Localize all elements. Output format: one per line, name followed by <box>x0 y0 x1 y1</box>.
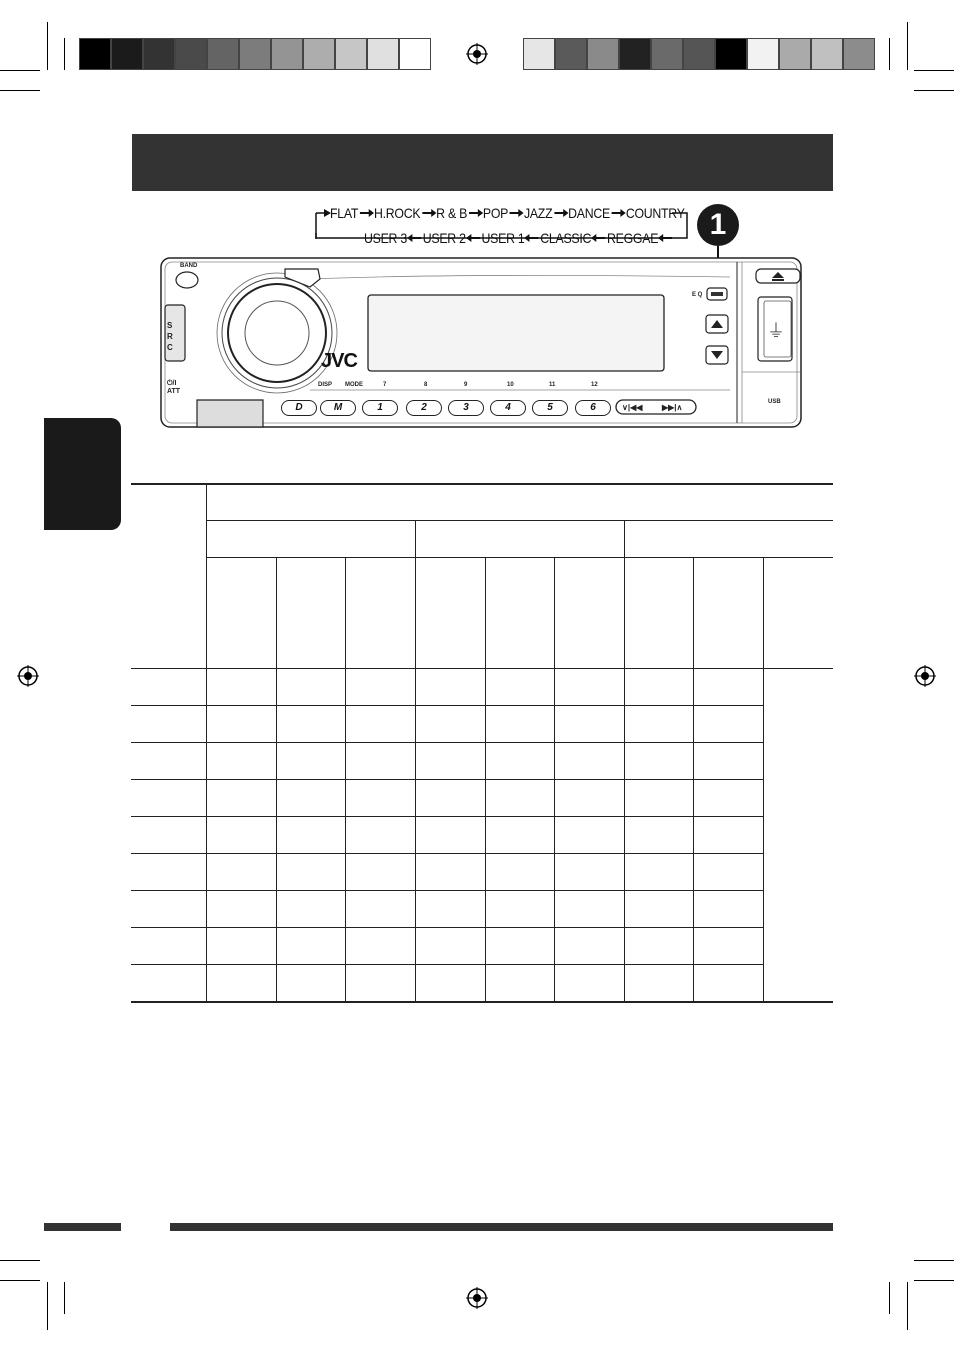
table-rule <box>415 520 416 1002</box>
key-m-button[interactable]: M <box>320 400 356 416</box>
eject-button[interactable] <box>756 269 800 283</box>
table-rule <box>131 483 833 485</box>
crop-mark <box>889 1282 890 1314</box>
crop-mark <box>0 1260 40 1261</box>
table-column-line <box>345 557 346 1002</box>
skip-forward-button[interactable]: ▶▶|∧ <box>662 403 683 412</box>
color-swatch <box>587 38 619 70</box>
color-swatch <box>207 38 239 70</box>
color-swatch <box>367 38 399 70</box>
table-rule <box>206 483 207 1002</box>
preset-upper-label: 11 <box>549 382 556 388</box>
color-swatch <box>143 38 175 70</box>
table-row-line <box>131 742 763 743</box>
color-swatch <box>239 38 271 70</box>
preset-button[interactable] <box>286 268 320 286</box>
crop-mark <box>0 90 40 91</box>
down-arrow-button[interactable] <box>706 346 728 364</box>
color-swatch <box>399 38 431 70</box>
table-row-line <box>131 853 763 854</box>
preset-upper-label: 9 <box>464 382 468 388</box>
callout-number-badge: 1 <box>697 204 739 246</box>
crop-mark <box>914 90 954 91</box>
color-swatch <box>175 38 207 70</box>
color-swatch <box>747 38 779 70</box>
preset-upper-label: 10 <box>507 382 514 388</box>
color-swatch <box>843 38 875 70</box>
preset-upper-label: 8 <box>424 382 428 388</box>
usb-label: USB <box>768 399 781 405</box>
up-arrow-button[interactable] <box>706 315 728 333</box>
table-row-line <box>131 890 763 891</box>
color-swatch <box>651 38 683 70</box>
crop-mark <box>0 70 40 71</box>
crop-mark <box>914 1260 954 1261</box>
skip-back-button[interactable]: ∨|◀◀ <box>622 403 643 412</box>
crop-mark <box>64 38 65 70</box>
eq-mode-label: R & B <box>436 205 468 221</box>
footer-bar-right <box>170 1223 833 1231</box>
key-d-button[interactable]: D <box>281 400 317 416</box>
eq-label: E Q <box>692 292 703 298</box>
band-label: BAND <box>180 263 198 269</box>
brand-logo: JVC <box>321 350 357 372</box>
key-3-button[interactable]: 3 <box>448 400 484 416</box>
color-swatch <box>523 38 555 70</box>
table-column-line <box>276 557 277 1002</box>
key-1-button[interactable]: 1 <box>362 400 398 416</box>
power-att-label: ⏻/I ATT <box>167 380 181 395</box>
eq-mode-label: USER 1 <box>481 230 525 246</box>
section-title-bar <box>132 134 833 191</box>
usb-port[interactable] <box>758 297 792 361</box>
crop-mark <box>914 70 954 71</box>
eq-mode-label: JAZZ <box>523 205 553 221</box>
registration-mark-icon <box>466 1287 488 1309</box>
crop-mark <box>889 38 890 70</box>
color-swatch <box>811 38 843 70</box>
crop-mark <box>47 22 48 70</box>
table-row-line <box>131 964 763 965</box>
table-column-line <box>554 557 555 1002</box>
color-swatch <box>683 38 715 70</box>
crop-mark <box>64 1282 65 1314</box>
color-swatch <box>303 38 335 70</box>
key-6-button[interactable]: 6 <box>575 400 611 416</box>
table-rule <box>624 520 625 1002</box>
color-swatch <box>335 38 367 70</box>
eq-mode-label: USER 3 <box>364 230 407 246</box>
table-rule <box>131 668 833 669</box>
mode-label: MODE <box>345 382 363 388</box>
table-row-line <box>131 779 763 780</box>
key-4-button[interactable]: 4 <box>490 400 526 416</box>
eq-mode-label: COUNTRY <box>625 205 685 221</box>
table-rule <box>206 557 833 558</box>
arrow-left-icon <box>593 237 605 239</box>
arrow-left-icon <box>660 237 672 239</box>
table-rule <box>206 520 833 521</box>
arrow-left-icon <box>409 237 421 239</box>
table-rule <box>131 1001 833 1003</box>
svg-text:⏚: ⏚ <box>767 321 785 342</box>
eq-cycle-row-1 <box>330 205 685 221</box>
preset-upper-label: 12 <box>591 382 598 388</box>
color-swatch <box>619 38 651 70</box>
arrow-left-icon <box>467 237 479 239</box>
registration-mark-icon <box>17 665 39 687</box>
eq-mode-label: CLASSIC <box>540 230 592 246</box>
preset-upper-label: 7 <box>383 382 387 388</box>
eq-mode-label: USER 2 <box>422 230 466 246</box>
color-swatch <box>715 38 747 70</box>
arrow-right-icon <box>612 212 624 214</box>
key-5-button[interactable]: 5 <box>532 400 568 416</box>
table-column-line <box>763 557 764 1002</box>
table-row-line <box>131 705 763 706</box>
table-column-line <box>485 557 486 1002</box>
arrow-right-icon <box>510 212 522 214</box>
crop-mark <box>0 1280 40 1281</box>
registration-mark-icon <box>466 43 488 65</box>
table-row-line <box>131 816 763 817</box>
arrow-right-icon <box>469 212 481 214</box>
eq-mode-label: POP <box>482 205 509 221</box>
eq-mode-label: REGGAE <box>607 230 659 246</box>
color-swatch <box>111 38 143 70</box>
crop-mark <box>907 1282 908 1330</box>
table-row-line <box>131 927 763 928</box>
crop-mark <box>47 1282 48 1330</box>
color-swatch <box>271 38 303 70</box>
eq-mode-label: DANCE <box>568 205 610 221</box>
footer-bar-left <box>44 1223 121 1231</box>
arrow-right-icon <box>360 212 372 214</box>
arrow-right-icon <box>422 212 434 214</box>
arrow-left-icon <box>526 237 538 239</box>
color-swatch <box>555 38 587 70</box>
eq-mode-label: FLAT <box>330 205 359 221</box>
language-side-tab <box>44 418 121 530</box>
color-swatch <box>79 38 111 70</box>
crop-mark <box>914 1280 954 1281</box>
table-column-line <box>693 557 694 1002</box>
eq-button[interactable] <box>707 288 727 300</box>
color-swatch <box>779 38 811 70</box>
arrow-right-icon <box>554 212 566 214</box>
detach-button[interactable] <box>198 400 262 426</box>
src-button[interactable]: S R C <box>167 321 173 352</box>
crop-mark <box>907 22 908 70</box>
band-button[interactable] <box>176 272 198 288</box>
eq-mode-label: H.ROCK <box>374 205 421 221</box>
registration-mark-icon <box>914 665 936 687</box>
lcd-display <box>368 295 664 371</box>
disp-label: DISP <box>318 382 333 388</box>
control-dial[interactable] <box>228 284 326 382</box>
key-2-button[interactable]: 2 <box>406 400 442 416</box>
eq-cycle-row-2 <box>364 230 674 246</box>
